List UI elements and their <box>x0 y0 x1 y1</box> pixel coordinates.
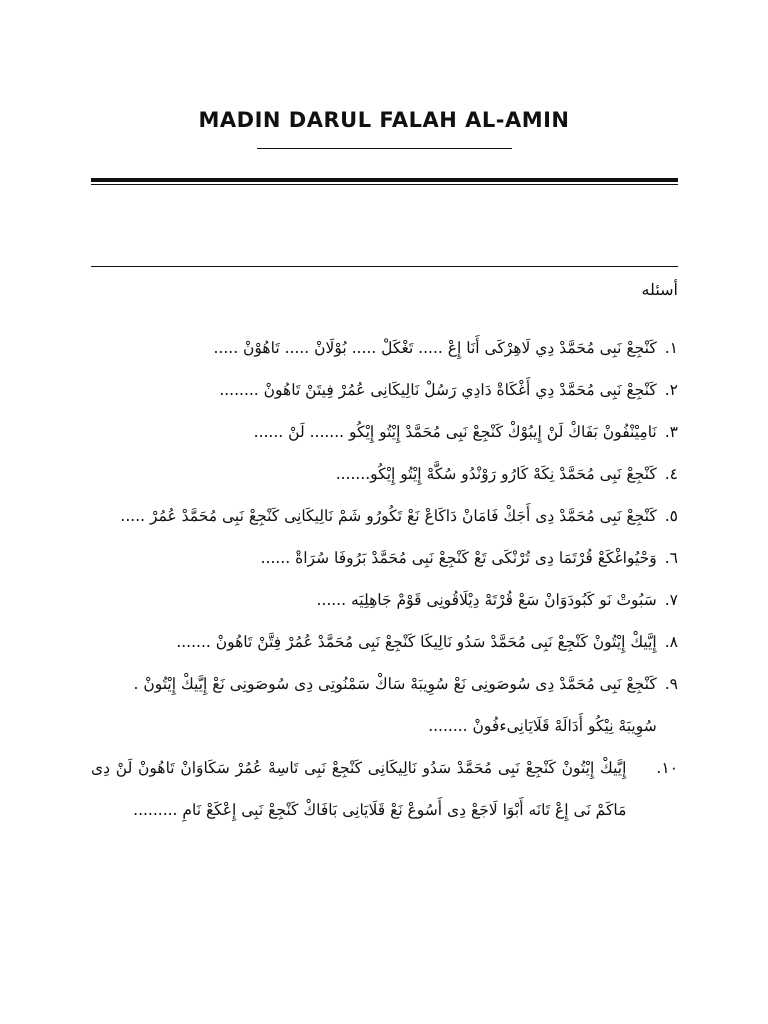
question-text: كَنْجِعْ نَبِی مُحَمَّدْ نِكَهْ كَارُو رَوْنْدُو سُكَّهْ إِيْتُو إِيْكُو....... <box>335 465 657 483</box>
question-text: نَامِيْنْفُونْ بَفَاكْ لَنْ إِيبُوْكْ كَنْجِعْ نَبِی مُحَمَّدْ إِيْتُو إِيْكُو ....... لَنْ ...... <box>253 423 657 441</box>
question-text: إِيَّيكْ إِيْتُونْ كَنْجِعْ نَبِی مُحَمَّدْ سَدُو نَالِيكَانِی كَنْجِعْ نَبِی تَاسِهْ عُمُرْ سَكَاوَانْ تَاهُونْ لَنْ دِی مَاكَمْ نَی إِعْ تَانَه أَبْوَا لَاجَعْ دِی أَسُوعْ نَعْ قَلَايَانِی بَافَاكْ كَنْجِعْ نَبِی إِعْكَعْ نَامِ ......... <box>91 759 627 819</box>
question-number: ٨. <box>664 633 678 651</box>
question-number: ٣. <box>664 423 678 441</box>
question-item <box>91 495 678 537</box>
question-number: ٧. <box>664 591 678 609</box>
header-rule-thin <box>91 184 678 185</box>
question-number: ٥. <box>664 507 678 525</box>
header-rule-thick <box>91 178 678 182</box>
question-item <box>91 579 678 621</box>
question-number: ١. <box>664 339 678 357</box>
question-number: ١٠. <box>656 759 678 777</box>
question-item <box>91 537 678 579</box>
question-number: ٤. <box>664 465 678 483</box>
question-text: إِيَّيكْ إِيْتُونْ كَنْجِعْ نَبِی مُحَمَّدْ سَدُو نَالِيكَا كَنْجِعْ نَبِی مُحَمَّدْ عُمُرْ فِتَّنْ تَاهُونْ ....... <box>176 633 657 651</box>
title-underline <box>257 148 512 149</box>
section-rule <box>91 266 678 267</box>
question-item <box>91 327 678 369</box>
question-number: ٦. <box>664 549 678 567</box>
question-list <box>91 327 678 831</box>
question-text: كَنْجِعْ نَبِی مُحَمَّدْ دِي أَغْكَاةْ دَادِي رَسُلْ نَالِيكَانِی عُمُرْ فِيتَنْ تَاهُونْ ........ <box>219 381 657 399</box>
question-text: كَنْجِعْ نَبِی مُحَمَّدْ دِی أَجَكْ فَامَانْ دَاكَاعْ نَعْ تَكُورُو شَمْ نَالِيكَانِی كَنْجِعْ نَبِی مُحَمَّدْ عُمُرْ ..... <box>120 507 657 525</box>
question-item <box>91 453 678 495</box>
question-item <box>91 369 678 411</box>
question-text: كَنْجِعْ نَبِی مُحَمَّدْ دِي لَاهِرْكَى أَنَا إِعْ ..... تَغْكَلْ ..... بُوْلَانْ ..... تَاهُوْنْ ..... <box>213 339 657 357</box>
question-item <box>91 663 678 747</box>
section-heading: أسئله <box>641 280 678 299</box>
question-item <box>91 747 678 831</box>
question-text: سَبُوتْ نَو كَبُودَوَانْ سَعْ قُرْتَهْ دِيْلَاقُونِی قَوْمْ جَاهِلِيَه ...... <box>316 591 657 609</box>
question-number: ٩. <box>664 675 678 693</box>
page-title: MADIN DARUL FALAH AL-AMIN <box>198 108 570 132</box>
question-number: ٢. <box>664 381 678 399</box>
question-text: كَنْجِعْ نَبِی مُحَمَّدْ دِی سُوصَونِی نَعْ سُوِيبَهْ سَاكْ سَمْنُوتِی دِی سُوصَونِی نَعْ إِيَّيكْ إِيْتُونْ . سُوِيبَهْ نِيْكُو أَدَالَهْ قَلَايَانِیءفُونْ ........ <box>133 675 657 735</box>
questions-section <box>91 280 678 831</box>
question-item <box>91 621 678 663</box>
question-text: وَحْيُواغْكَعْ قُرْتَمَا دِی تُرْنْكَی تَعْ كَنْجِعْ نَبِی مُحَمَّدْ بَرُوفَا سُرَاةْ ...... <box>260 549 657 567</box>
question-item <box>91 411 678 453</box>
